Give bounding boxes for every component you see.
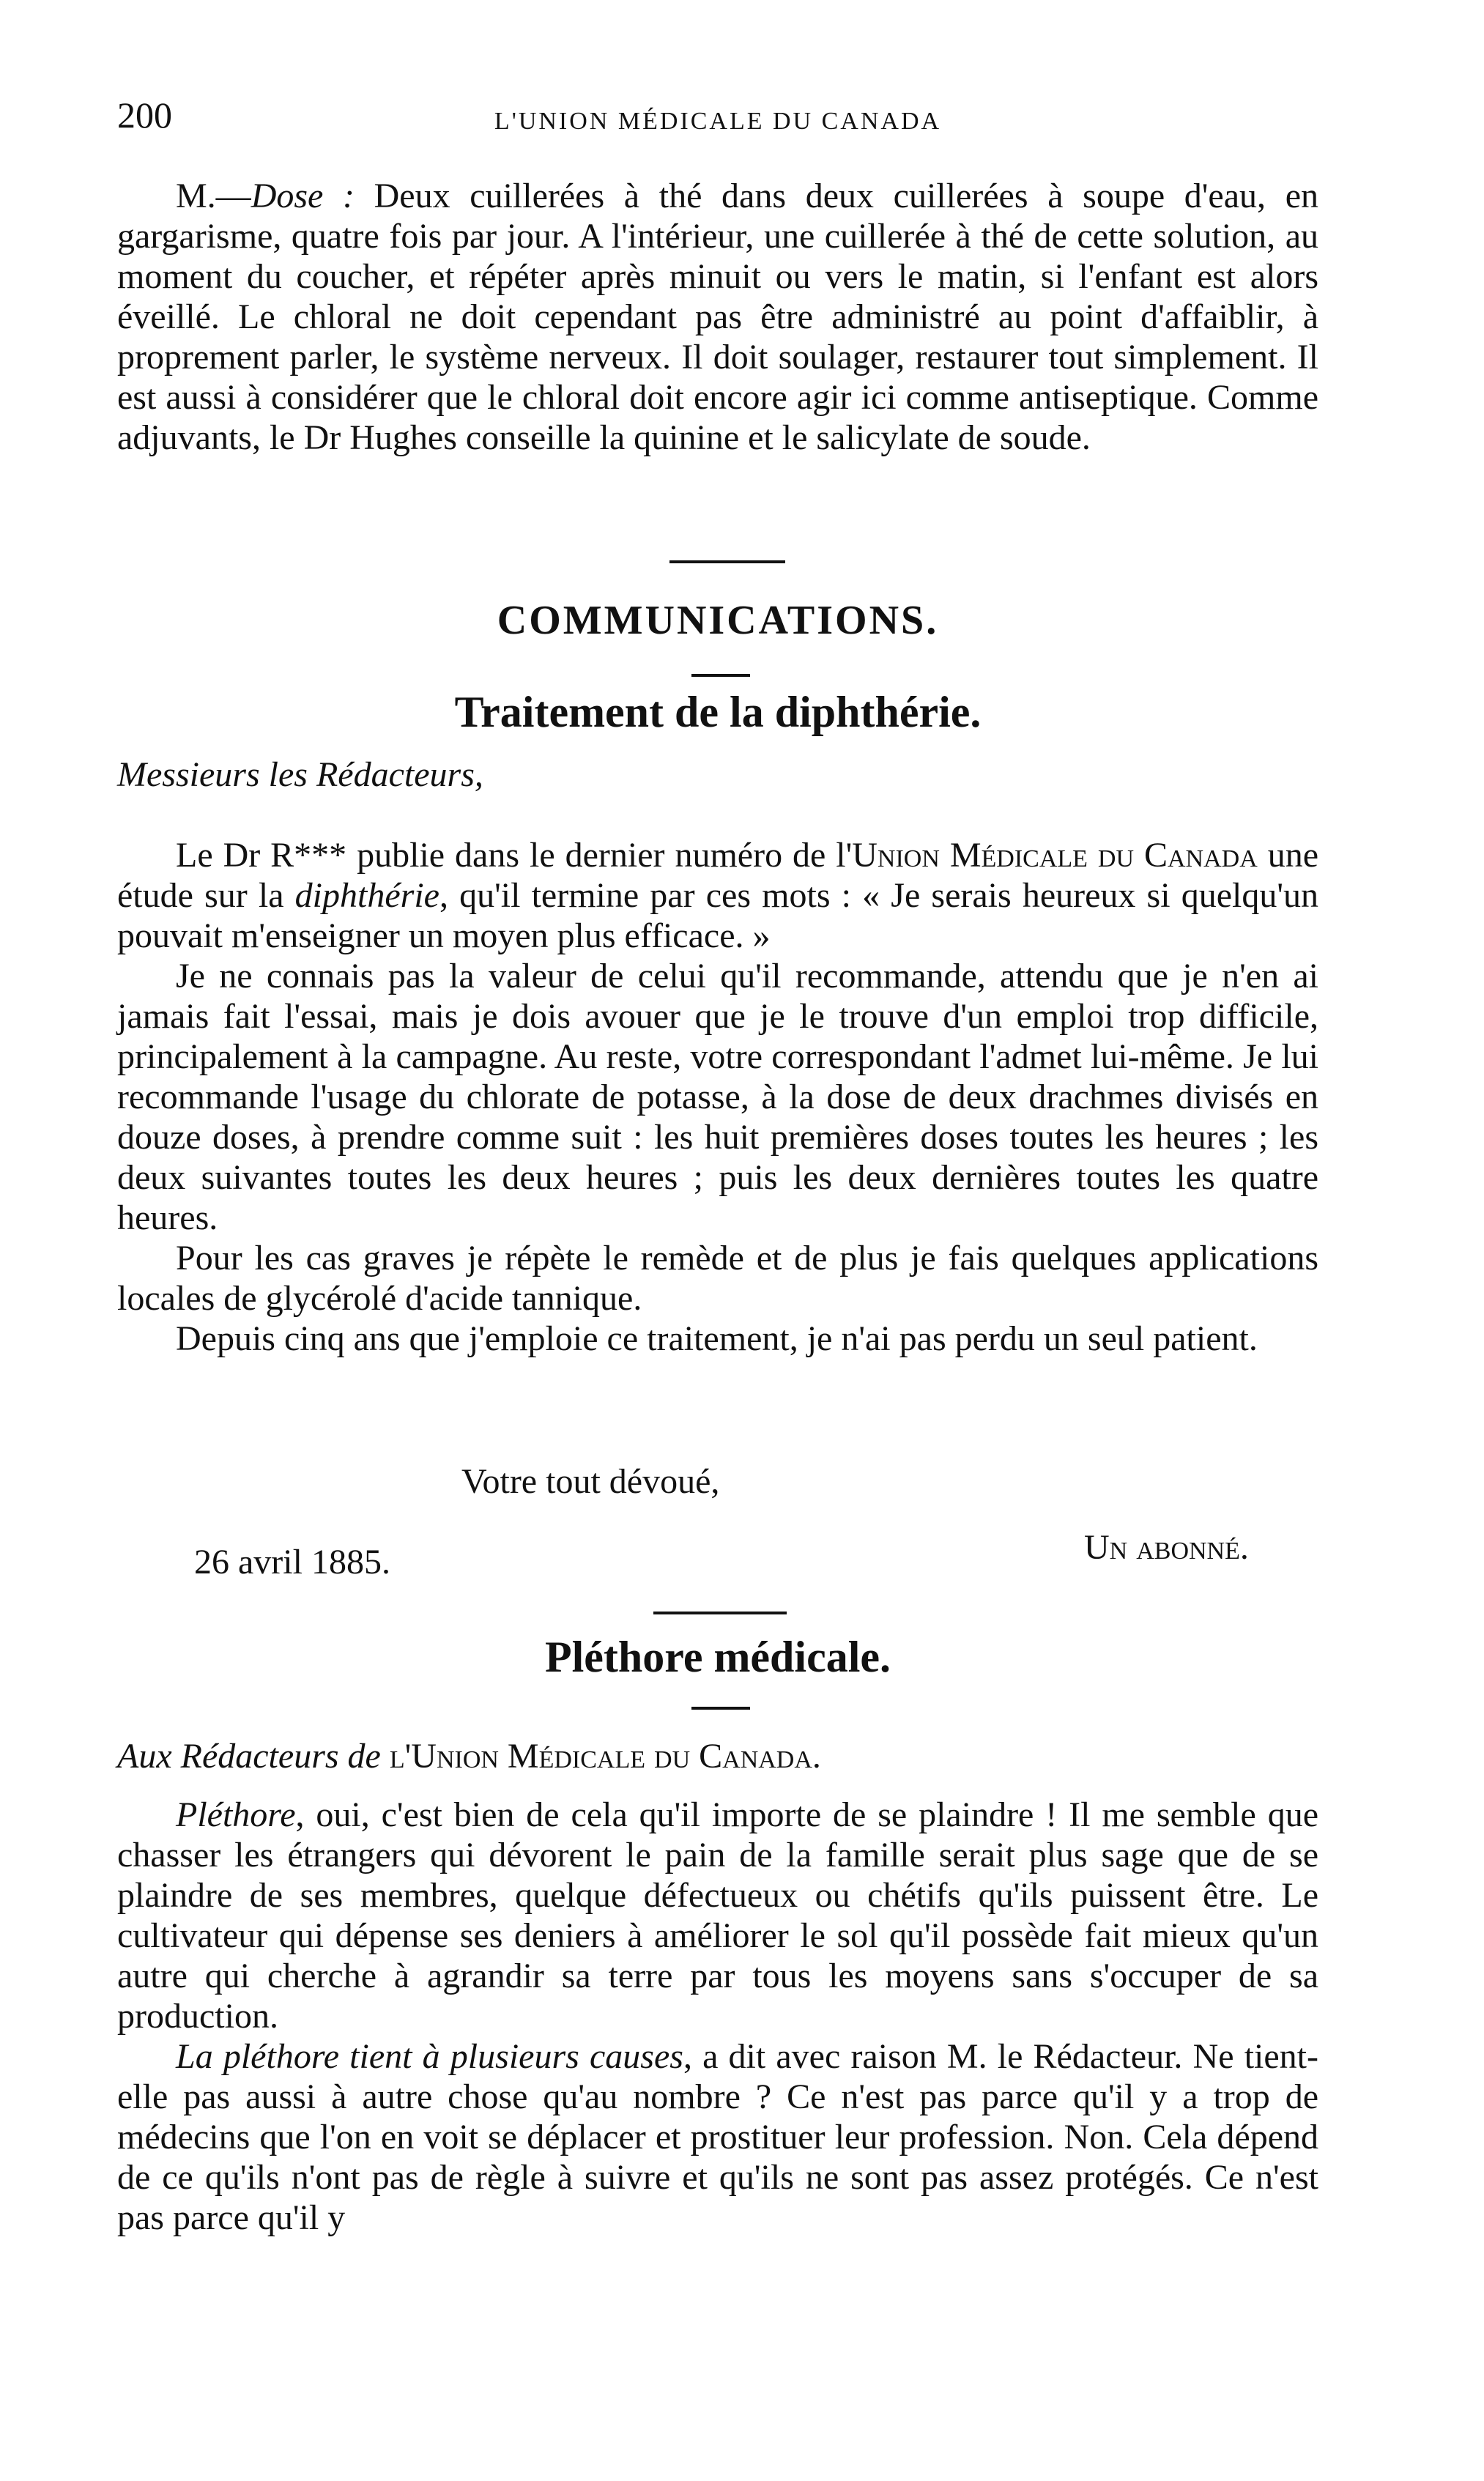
page-number: 200	[117, 94, 172, 136]
divider-rule-short	[691, 1707, 750, 1710]
letter1-p1-c: , qu'il termine par ces mots : « Je serais heureux si quelqu'un pouvait m'enseigner un moyen plus efficace. »	[117, 876, 1319, 955]
journal-name: Union Médicale du Canada	[852, 836, 1258, 875]
letter2-salutation-block	[117, 1736, 1318, 1776]
diphtheria-term: diphthérie	[294, 876, 439, 915]
letter1-p1-a: Le Dr R*** publie dans le dernier numéro de l'	[176, 836, 853, 875]
salutation-italic: Aux Rédacteurs de	[117, 1737, 390, 1776]
letter2-p1-text: , oui, c'est bien de cela qu'il importe de se plaindre ! Il me semble que chasser les étrangers qui dévorent le pain de la famille serait plus sage que de se plaindre de ses membres, quelque défectueux ou chétifs qu'ils puissent être. Le cultivateur qui dépense ses deniers à améliorer le sol qu'il possède fait mieux qu'un autre qui cherche à agrandir sa terre par tous les moyens sans s'occuper de sa production.	[117, 1795, 1318, 2036]
intro-paragraph	[117, 176, 1318, 458]
letter1-signature	[1084, 1527, 1333, 1568]
letter2-title: Pléthore médicale.	[544, 1633, 891, 1681]
letter1-paragraph-3: Pour les cas graves je répète le remède et de plus je fais quelques applications locales de glycérolé d'acide tannique.	[117, 1239, 1318, 1318]
divider-rule	[653, 1612, 787, 1614]
divider-rule	[669, 560, 785, 563]
letter2-paragraph-1	[117, 1795, 1318, 2036]
letter2-paragraph-2	[117, 2036, 1318, 2238]
intro-text: Deux cuillerées à thé dans deux cuillerées à soupe d'eau, en gargarisme, quatre fois par jour. A l'intérieur, une cuillerée à thé de cette solution, au moment du coucher, et répéter après minuit ou vers le matin, si l'enfant est alors éveillé. Le chloral ne doit cependant pas être administré au point d'affaiblir, à proprement parler, le système nerveux. Il doit soulager, restaurer tout simplement. Il est aussi à considérer que le chloral doit encore agir ici comme antiseptique. Comme adjuvants, le Dr Hughes conseille la quinine et le salicylate de soude.	[117, 177, 1318, 457]
section-title: COMMUNICATIONS.	[497, 598, 939, 643]
letter2-body	[117, 1795, 1318, 2238]
letter2-salutation	[117, 1736, 1318, 1776]
running-title: L'UNION MÉDICALE DU CANADA	[494, 108, 942, 135]
letter1-body	[117, 835, 1318, 1359]
letter1-salutation-block	[117, 754, 1318, 795]
dose-label: Dose :	[251, 177, 355, 215]
intro-label: M.—	[176, 177, 251, 215]
plethore-lead: Pléthore	[176, 1795, 296, 1834]
page-header	[117, 95, 1318, 139]
letter1-date: 26 avril 1885.	[194, 1543, 390, 1581]
letter1-title: Traitement de la diphthérie.	[454, 688, 982, 736]
letter1-salutation: Messieurs les Rédacteurs,	[117, 755, 483, 794]
divider-rule-short	[691, 674, 750, 677]
salutation-journal: l'Union Médicale du Canada.	[389, 1737, 821, 1776]
letter1-paragraph-4: Depuis cinq ans que j'emploie ce traitement, je n'ai pas perdu un seul patient.	[176, 1319, 1258, 1358]
signature-text: Un abonné.	[1084, 1528, 1249, 1567]
letter1-paragraph-2: Je ne connais pas la valeur de celui qu'il recommande, attendu que je n'en ai jamais fait l'essai, mais je dois avouer que je le trouve d'un emploi trop difficile, principalement à la campagne. Au reste, votre correspondant l'admet lui-même. Je lui recommande l'usage du chlorate de potasse, à la dose de deux drachmes divisés en douze doses, à prendre comme suit : les huit premières doses toutes les heures ; les deux suivantes toutes les deux heures ; puis les deux dernières toutes les quatre heures.	[117, 957, 1318, 1237]
letter1-paragraph-1	[117, 835, 1318, 956]
letter2-p2-text: , a dit avec raison M. le Rédacteur. Ne tient-elle pas aussi à autre chose qu'au nombre ? Ce n'est pas parce qu'il y a trop de médecins que l'on en voit se déplacer et prostituer leur profession. Non. Cela dépend de ce qu'ils n'ont pas de règle à suivre et qu'ils ne sont pas assez protégés. Ce n'est pas parce qu'il y	[117, 2037, 1319, 2237]
letter1-p1-b: une étude sur la	[117, 836, 1319, 915]
intro-paragraph-block	[117, 176, 1318, 458]
quote-lead: La pléthore tient à plusieurs causes	[176, 2037, 683, 2076]
letter1-closing: Votre tout dévoué,	[461, 1462, 720, 1501]
